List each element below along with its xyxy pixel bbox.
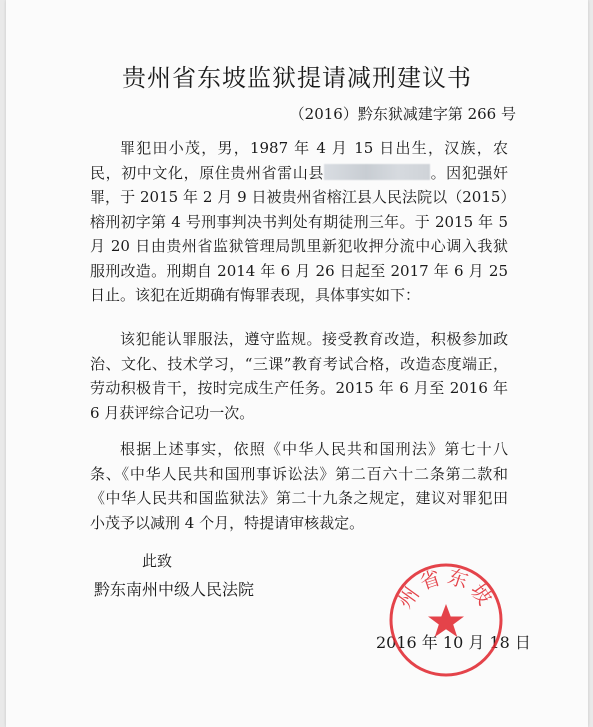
paragraph-recommendation: 根据上述事实，依照《中华人民共和国刑法》第七十八条、《中华人民共和国刑事诉讼法》第二百六十二条第二款和《中华人民共和国监狱法》第二十九条之规定，建议对罪犯田小茂予以减刑 4 个月，特提请审核裁定。 <box>90 440 508 532</box>
star-icon <box>428 604 464 637</box>
paragraph-behavior: 该犯能认罪服法，遵守监规。接受教育改造，积极参加政治、文化、技术学习，“三课”教育考试合格，改造态度端正，劳动积极肯干，按时完成生产任务。2015 年 6 月至 2016 年 6 月获评综合记功一次。 <box>90 330 508 422</box>
seal-text: 州省东坡 <box>392 564 500 613</box>
official-seal-stamp <box>386 560 506 680</box>
redacted-address <box>324 164 430 180</box>
document-page <box>6 0 588 727</box>
document-title: 贵州省东坡监狱提请减刑建议书 <box>122 64 472 92</box>
paragraph-facts-part2: 。因犯强奸罪，于 2015 年 2 月 9 日被贵州省榕江县人民法院以（2015）榕刑初字第 4 号刑事判决书判处有期徒刑三年。于 2015 年 5 月 20 日由贵州省监狱管理局凯里新犯收押分流中心调入我狱服刑改造。刑期自 2014 年 6 月 26 日起至 2017 年 6 月 25 日止。该犯在近期确有悔罪表现，具体事实如下： <box>90 163 508 304</box>
document-number: （2016）黔东狱减建字第 266 号 <box>289 105 516 123</box>
addressee: 黔东南州中级人民法院 <box>94 580 255 599</box>
document-date: 2016 年 10 月 18 日 <box>376 633 531 652</box>
paragraph-facts-part1: 罪犯田小茂，男，1987 年 4 月 15 日出生，汉族，农民，初中文化，原住贵州省雷山县 <box>90 139 508 182</box>
closing-salutation: 此致 <box>142 552 173 570</box>
paragraph-facts <box>90 136 508 308</box>
